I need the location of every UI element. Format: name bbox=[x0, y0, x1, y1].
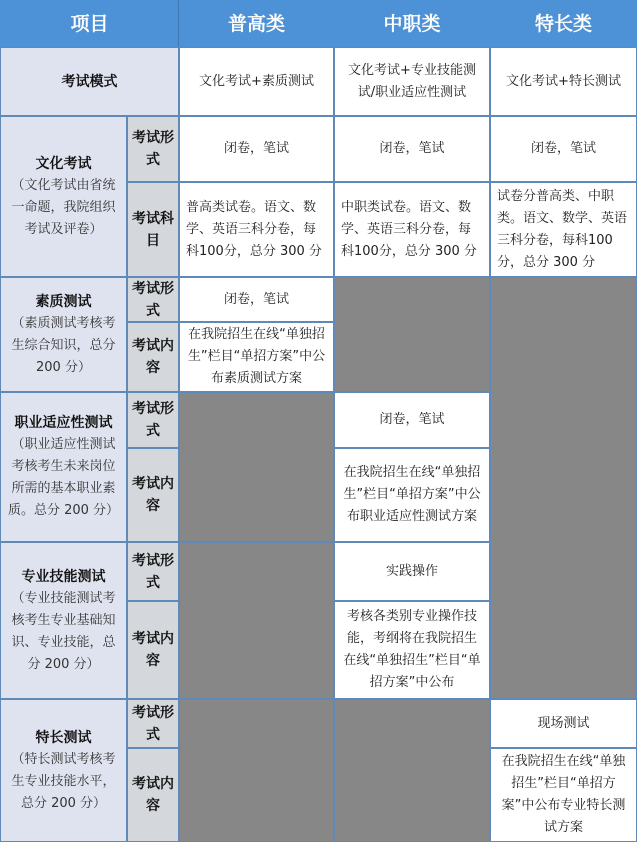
quality-content-label: 考试内容 bbox=[127, 322, 179, 392]
culture-label bbox=[0, 116, 127, 277]
quality-desc: （素质测试考核考生综合知识，总分 200 分） bbox=[11, 315, 116, 375]
culture-form-label: 考试形式 bbox=[127, 116, 179, 182]
culture-form-pugao: 闭卷，笔试 bbox=[179, 116, 334, 182]
techang-na-block bbox=[490, 277, 637, 699]
exam-mode-pugao: 文化考试+素质测试 bbox=[179, 47, 334, 116]
header-techang: 特长类 bbox=[490, 0, 637, 47]
talent-content-techang: 在我院招生在线“单独招生”栏目“单招方案”中公布专业特长测试方案 bbox=[490, 748, 637, 842]
talent-pugao-na bbox=[179, 699, 334, 842]
header-pugao: 普高类 bbox=[179, 0, 334, 47]
talent-content-label: 考试内容 bbox=[127, 748, 179, 842]
vocational-title: 职业适应性测试 bbox=[14, 415, 113, 431]
quality-label bbox=[0, 277, 127, 392]
skill-form-label: 考试形式 bbox=[127, 542, 179, 601]
culture-subject-label: 考试科目 bbox=[127, 182, 179, 277]
vocational-pugao-na bbox=[179, 392, 334, 542]
culture-form-techang: 闭卷，笔试 bbox=[490, 116, 637, 182]
talent-zhongzhi-na bbox=[334, 699, 490, 842]
exam-mode-title: 考试模式 bbox=[61, 73, 118, 90]
culture-subject-zhongzhi: 中职类试卷。语文、数学、英语三科分卷，每科100分，总分 300 分 bbox=[334, 182, 490, 277]
skill-content-zhongzhi: 考核各类别专业操作技能，考纲将在我院招生在线“单独招生”栏目“单招方案”中公布 bbox=[334, 601, 490, 699]
culture-subject-pugao: 普高类试卷。语文、数学、英语三科分卷，每科100分，总分 300 分 bbox=[179, 182, 334, 277]
exam-mode-techang: 文化考试+特长测试 bbox=[490, 47, 637, 116]
quality-zhongzhi-na bbox=[334, 277, 490, 392]
skill-title: 专业技能测试 bbox=[21, 568, 106, 585]
skill-form-zhongzhi: 实践操作 bbox=[334, 542, 490, 601]
culture-desc: （文化考试由省统一命题，我院组织考试及评卷） bbox=[11, 177, 116, 237]
culture-subject-techang: 试卷分普高类、中职类。语文、数学、英语三科分卷，每科100分，总分 300 分 bbox=[490, 182, 637, 277]
skill-desc: （专业技能测试考核考生专业基础知识、专业技能，总分 200 分） bbox=[11, 590, 116, 672]
exam-mode-label bbox=[0, 47, 179, 116]
talent-form-label: 考试形式 bbox=[127, 699, 179, 748]
skill-content-label: 考试内容 bbox=[127, 601, 179, 699]
vocational-label bbox=[0, 392, 127, 542]
quality-form-label: 考试形式 bbox=[127, 277, 179, 322]
vocational-desc: （职业适应性测试考核考生未来岗位所需的基本职业素质。总分 200 分） bbox=[7, 437, 120, 518]
talent-title: 特长测试 bbox=[35, 729, 92, 746]
culture-title: 文化考试 bbox=[35, 155, 92, 172]
quality-form-pugao: 闭卷，笔试 bbox=[179, 277, 334, 322]
header-item: 项目 bbox=[0, 0, 179, 47]
culture-form-zhongzhi: 闭卷，笔试 bbox=[334, 116, 490, 182]
vocational-form-zhongzhi: 闭卷，笔试 bbox=[334, 392, 490, 448]
quality-content-pugao: 在我院招生在线“单独招生”栏目“单招方案”中公布素质测试方案 bbox=[179, 322, 334, 392]
skill-label bbox=[0, 542, 127, 699]
talent-desc: （特长测试考核考生专业技能水平，总分 200 分） bbox=[11, 751, 116, 811]
exam-mode-zhongzhi: 文化考试+专业技能测试/职业适应性测试 bbox=[334, 47, 490, 116]
vocational-content-zhongzhi: 在我院招生在线“单独招生”栏目“单招方案”中公布职业适应性测试方案 bbox=[334, 448, 490, 542]
vocational-content-label: 考试内容 bbox=[127, 448, 179, 542]
header-zhongzhi: 中职类 bbox=[334, 0, 490, 47]
quality-title: 素质测试 bbox=[35, 293, 92, 310]
talent-label bbox=[0, 699, 127, 842]
vocational-form-label: 考试形式 bbox=[127, 392, 179, 448]
talent-form-techang: 现场测试 bbox=[490, 699, 637, 748]
skill-pugao-na bbox=[179, 542, 334, 699]
